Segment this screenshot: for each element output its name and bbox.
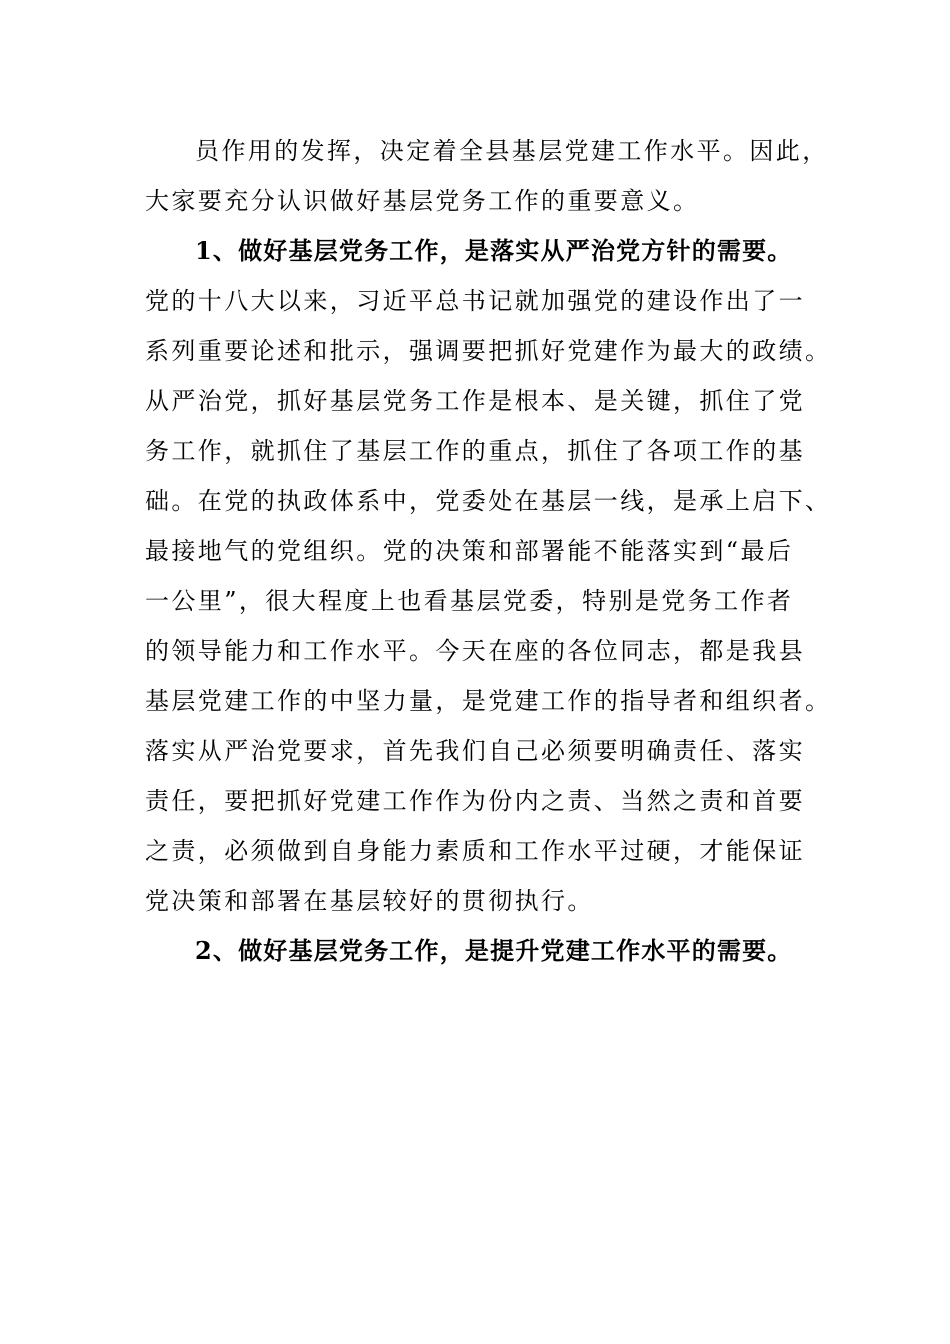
paragraph-line: 系列重要论述和批示，强调要把抓好党建作为最大的政绩。: [145, 337, 832, 365]
section-heading-1: 1、做好基层党务工作，是落实从严治党方针的需要。: [195, 236, 793, 265]
paragraph-line: 落实从严治党要求，首先我们自己必须要明确责任、落实: [145, 737, 805, 765]
paragraph-line: 础。在党的执政体系中，党委处在基层一线，是承上启下、: [145, 487, 832, 515]
paragraph-line: 基层党建工作的中坚力量，是党建工作的指导者和组织者。: [145, 687, 832, 715]
paragraph-line: 一公里”，很大程度上也看基层党委，特别是党务工作者: [145, 587, 794, 615]
paragraph-line: 最接地气的党组织。党的决策和部署能不能落实到“最后: [145, 537, 794, 565]
paragraph-line: 从严治党，抓好基层党务工作是根本、是关键，抓住了党: [145, 387, 805, 415]
paragraph-line: 员作用的发挥，决定着全县基层党建工作水平。因此，: [195, 137, 829, 165]
paragraph-line: 党的十八大以来，习近平总书记就加强党的建设作出了一: [145, 287, 805, 315]
paragraph-line: 务工作，就抓住了基层工作的重点，抓住了各项工作的基: [145, 437, 805, 465]
section-heading-2: 2、做好基层党务工作，是提升党建工作水平的需要。: [195, 936, 793, 965]
paragraph-line: 责任，要把抓好党建工作作为份内之责、当然之责和首要: [145, 787, 805, 815]
paragraph-line: 的领导能力和工作水平。今天在座的各位同志，都是我县: [145, 637, 805, 665]
paragraph-line: 大家要充分认识做好基层党务工作的重要意义。: [145, 187, 700, 215]
paragraph-line: 之责，必须做到自身能力素质和工作水平过硬，才能保证: [145, 837, 805, 865]
paragraph-line: 党决策和部署在基层较好的贯彻执行。: [145, 887, 594, 915]
